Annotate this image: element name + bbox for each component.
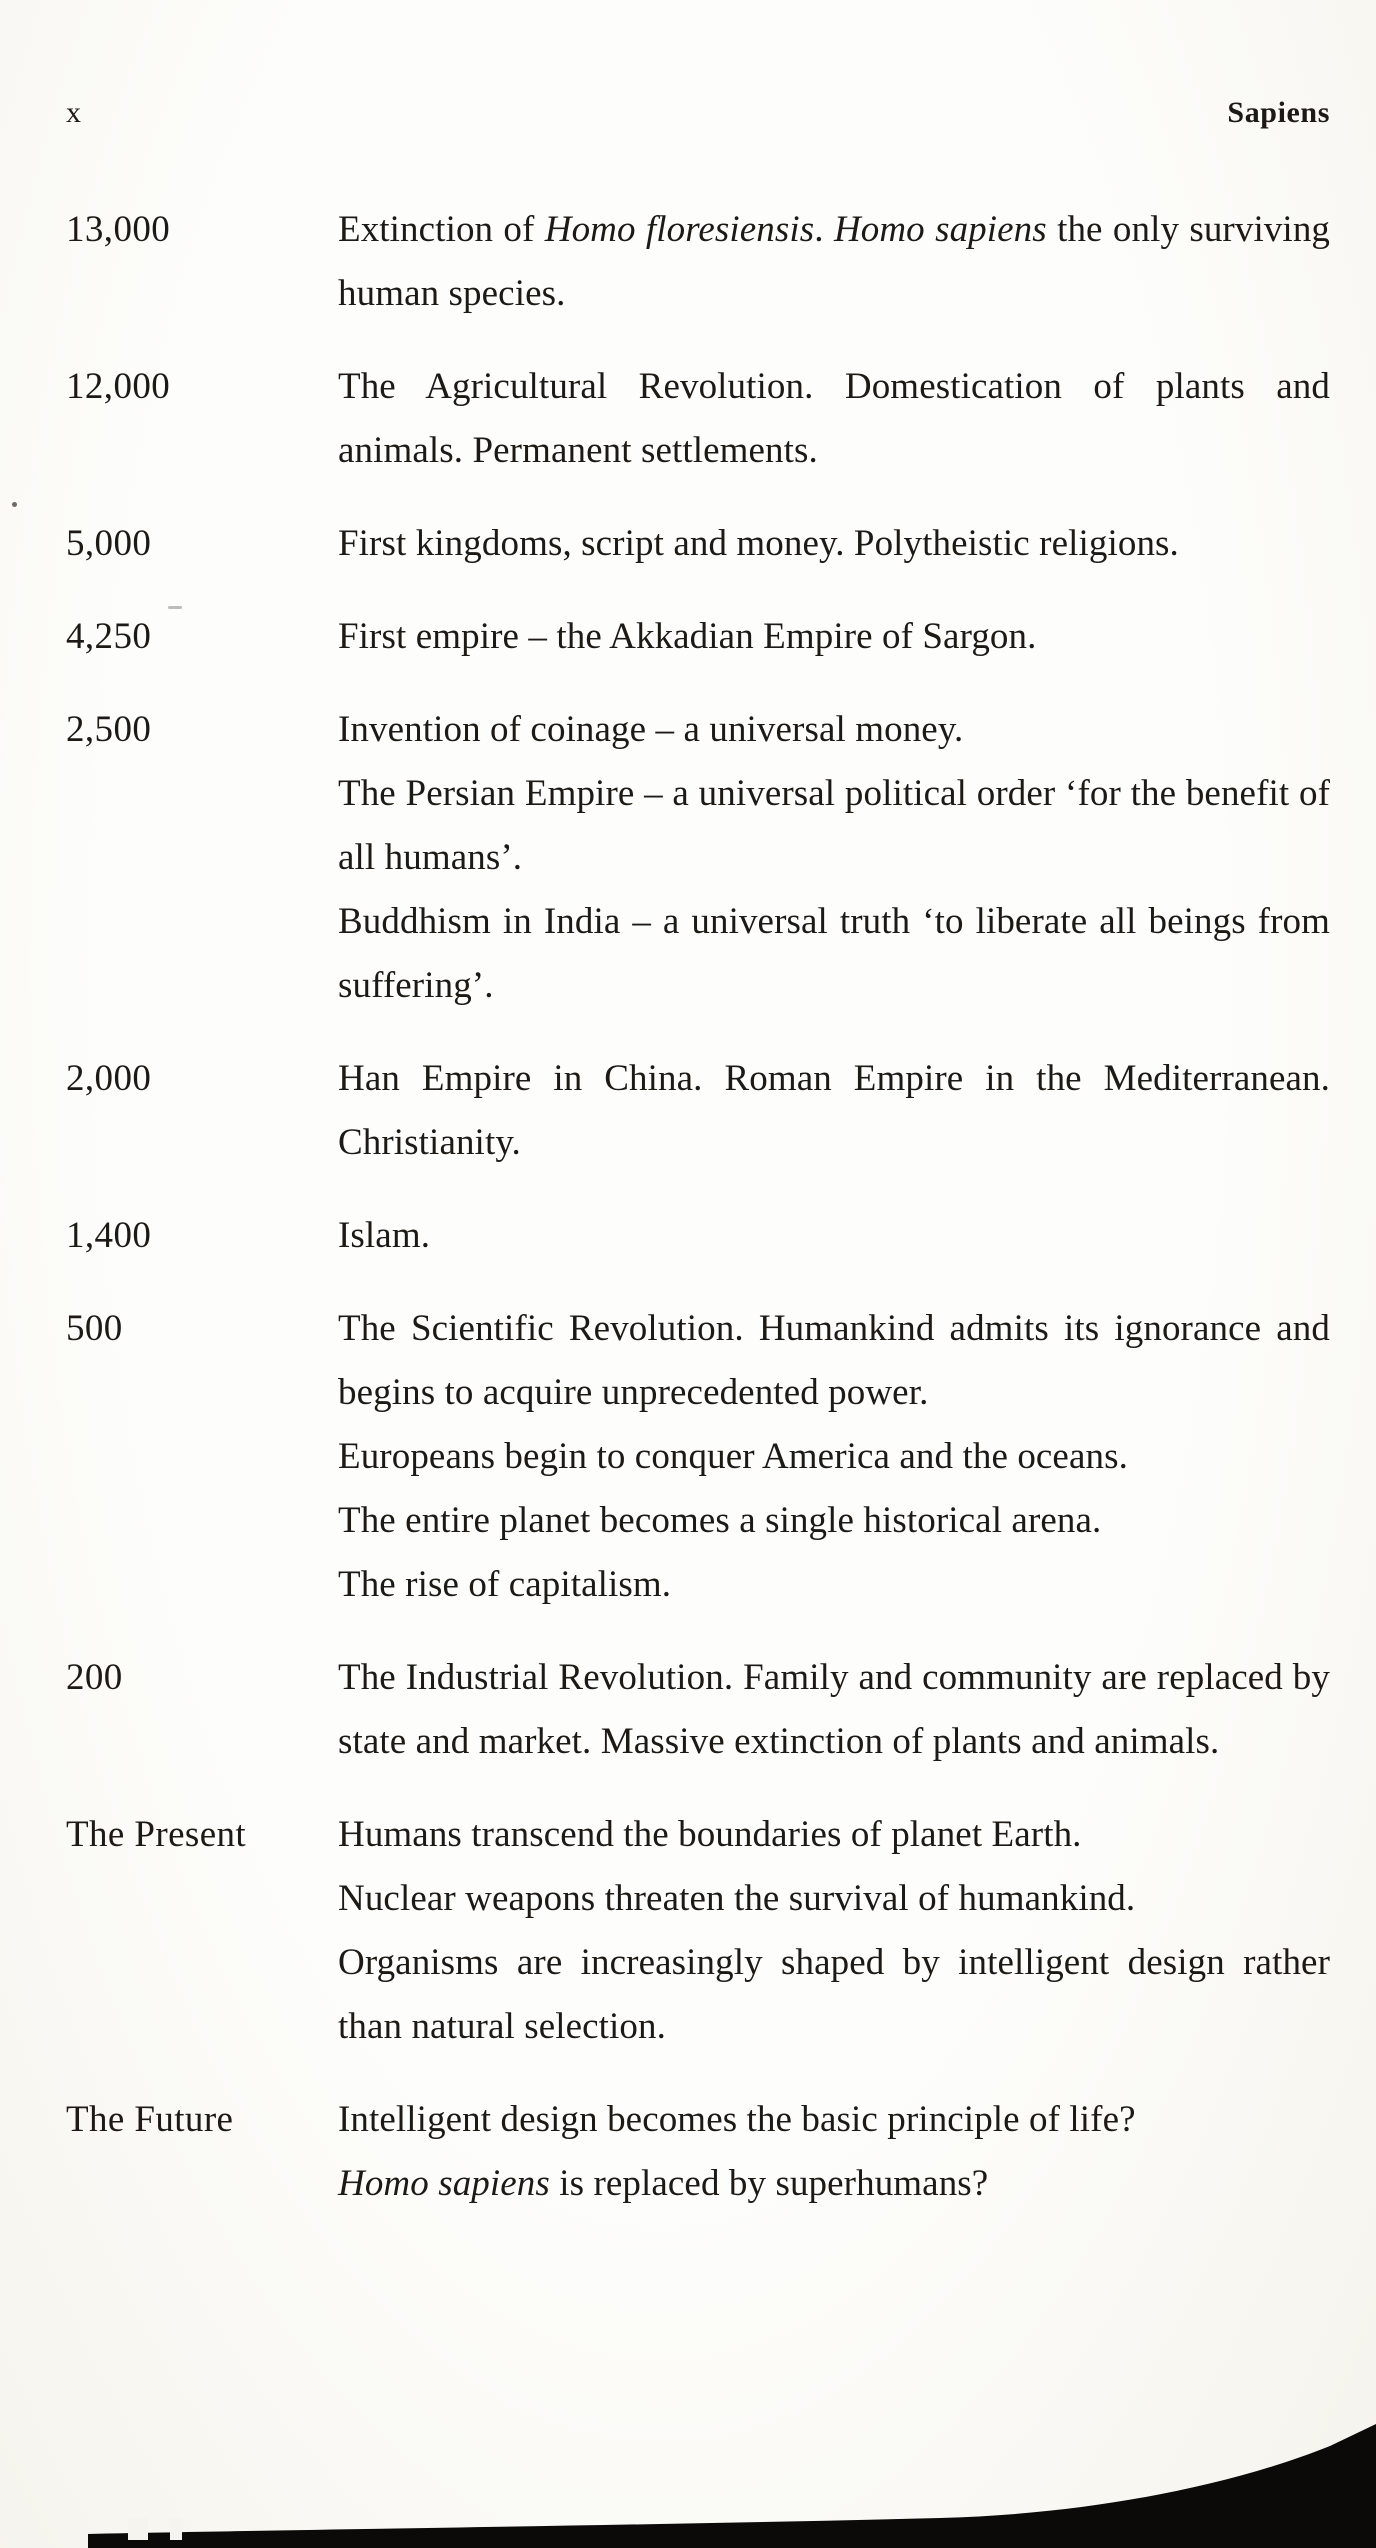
timeline-event-paragraph (338, 762, 1330, 890)
event-text: the only surviving human species. (338, 209, 1331, 314)
page-edge-shadow (0, 2408, 1376, 2548)
timeline-year: 4,250 (66, 616, 152, 657)
species-name: Homo sapiens (833, 209, 1047, 250)
page-header (66, 96, 1330, 130)
timeline-entry (66, 1803, 1330, 2059)
event-text: Intelligent design becomes the basic principle of life? (338, 2099, 1136, 2140)
timeline-event-paragraph (338, 2088, 1330, 2152)
timeline-event-paragraph (338, 1204, 1330, 1268)
timeline (66, 198, 1330, 2216)
timeline-event-paragraph (338, 355, 1330, 483)
event-text: Han Empire in China. Roman Empire in the Mediterranean. Christianity. (338, 1058, 1330, 1163)
timeline-event (338, 355, 1330, 483)
timeline-event-paragraph (338, 1047, 1330, 1175)
timeline-entry (66, 2088, 1330, 2216)
timeline-year: 500 (66, 1308, 123, 1349)
event-text: The rise of capitalism. (338, 1564, 672, 1605)
timeline-event-paragraph (338, 198, 1330, 326)
event-text: Organisms are increasingly shaped by intelligent design rather than natural selection. (338, 1942, 1330, 2047)
timeline-entry (66, 1646, 1330, 1774)
timeline-event-paragraph (338, 2152, 1330, 2216)
event-text: First kingdoms, script and money. Polytheistic religions. (338, 523, 1179, 564)
event-text: Europeans begin to conquer America and the oceans. (338, 1436, 1128, 1477)
timeline-entry (66, 698, 1330, 1018)
page-number: x (66, 96, 82, 129)
timeline-event (338, 1803, 1330, 2059)
timeline-entry (66, 198, 1330, 326)
timeline-event-paragraph (338, 1931, 1330, 2059)
event-text: The Agricultural Revolution. Domestication of plants and animals. Permanent settlements. (338, 366, 1330, 471)
event-text: is replaced by superhumans? (549, 2163, 989, 2204)
timeline-event (338, 198, 1330, 326)
species-name: Homo floresiensis (544, 209, 815, 250)
event-text: Islam. (338, 1215, 431, 1256)
event-text: The Persian Empire – a universal political order ‘for the benefit of all humans’. (338, 773, 1330, 878)
timeline-event (338, 1646, 1330, 1774)
scan-speck (168, 606, 182, 609)
running-head: Sapiens (1227, 96, 1330, 129)
timeline-year: 1,400 (66, 1215, 152, 1256)
timeline-event (338, 2088, 1330, 2216)
timeline-entry (66, 355, 1330, 483)
timeline-event (338, 512, 1330, 576)
timeline-year: 200 (66, 1657, 123, 1698)
species-name: Homo sapiens (338, 2163, 550, 2204)
timeline-entry (66, 605, 1330, 669)
timeline-event-paragraph (338, 698, 1330, 762)
event-text: Invention of coinage – a universal money. (338, 709, 964, 750)
event-text: Nuclear weapons threaten the survival of humankind. (338, 1878, 1136, 1919)
timeline-event-paragraph (338, 512, 1330, 576)
timeline-year: The Future (66, 2099, 234, 2140)
event-text: The entire planet becomes a single historical arena. (338, 1500, 1102, 1541)
timeline-event (338, 1047, 1330, 1175)
timeline-event-paragraph (338, 605, 1330, 669)
timeline-event (338, 698, 1330, 1018)
timeline-year: 2,000 (66, 1058, 152, 1099)
event-text: Buddhism in India – a universal truth ‘to liberate all beings from suffering’. (338, 901, 1330, 1006)
event-text: First empire – the Akkadian Empire of Sargon. (338, 616, 1037, 657)
timeline-year: 12,000 (66, 366, 171, 407)
timeline-entry (66, 512, 1330, 576)
event-text: Extinction of (338, 209, 545, 250)
timeline-year: 2,500 (66, 709, 152, 750)
event-text: . (814, 209, 834, 250)
timeline-year: The Present (66, 1814, 247, 1855)
timeline-event-paragraph (338, 1867, 1330, 1931)
timeline-entry (66, 1297, 1330, 1617)
timeline-event-paragraph (338, 1489, 1330, 1553)
timeline-event-paragraph (338, 890, 1330, 1018)
timeline-year: 5,000 (66, 523, 152, 564)
event-text: The Scientific Revolution. Humankind admits its ignorance and begins to acquire unprecedented power. (338, 1308, 1330, 1413)
timeline-event (338, 605, 1330, 669)
timeline-event-paragraph (338, 1297, 1330, 1425)
timeline-year: 13,000 (66, 209, 171, 250)
scan-speck (12, 502, 17, 507)
timeline-event (338, 1204, 1330, 1268)
event-text: The Industrial Revolution. Family and community are replaced by state and market. Massive extinction of plants and animals. (338, 1657, 1330, 1762)
timeline-event-paragraph (338, 1646, 1330, 1774)
timeline-entry (66, 1047, 1330, 1175)
timeline-event-paragraph (338, 1803, 1330, 1867)
timeline-event-paragraph (338, 1553, 1330, 1617)
timeline-event-paragraph (338, 1425, 1330, 1489)
timeline-event (338, 1297, 1330, 1617)
event-text: Humans transcend the boundaries of planet Earth. (338, 1814, 1082, 1855)
timeline-entry (66, 1204, 1330, 1268)
